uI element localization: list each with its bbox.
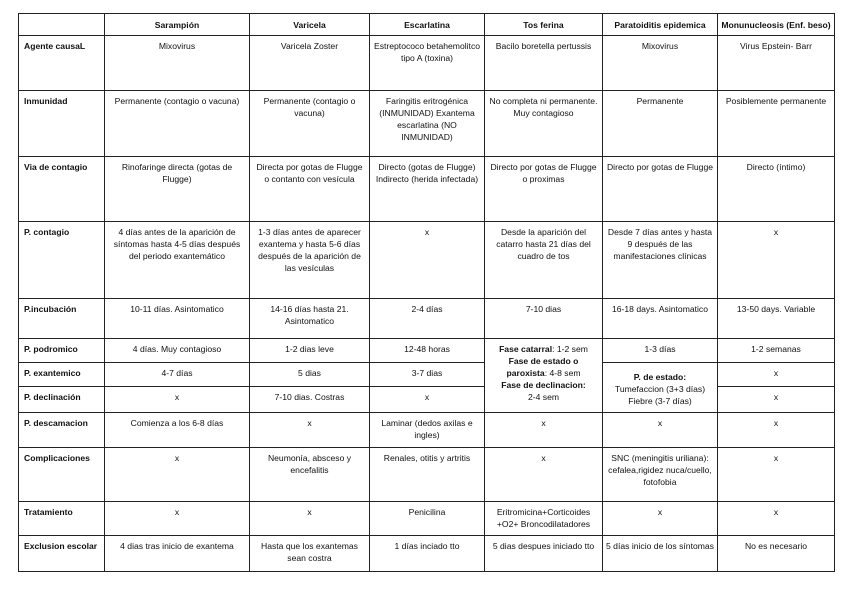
table-cell: 1-2 dias leve — [250, 339, 370, 363]
fase-declinacion-value: 2-4 sem — [527, 392, 560, 402]
table-cell: Estreptococo betahemolitco tipo A (toxina) — [370, 36, 485, 91]
row-label: Tratamiento — [19, 502, 105, 536]
table-row-complicaciones — [19, 448, 835, 502]
table-row-p-contagio — [19, 222, 835, 299]
table-row-via-contagio — [19, 157, 835, 222]
table-row-inmunidad — [19, 91, 835, 157]
p-estado-line2: Fiebre (3-7 días) — [628, 395, 692, 406]
table-cell: x — [603, 502, 718, 536]
table-cell: Comienza a los 6-8 días — [105, 413, 250, 448]
table-cell: 10-11 días. Asintomatico — [105, 299, 250, 339]
row-label: Complicaciones — [19, 448, 105, 502]
table-cell: 1-2 semanas — [718, 339, 835, 363]
table-cell: x — [718, 502, 835, 536]
table-cell: 5 dias despues iniciado tto — [485, 536, 603, 572]
table-cell: Penicilina — [370, 502, 485, 536]
fase-catarral-value: : 1-2 sem — [552, 344, 588, 354]
tos-ferina-fases-cell — [485, 339, 603, 413]
fase-estado-value: : 4-8 sem — [544, 368, 581, 378]
table-cell: 7-10 dias. Costras — [250, 387, 370, 413]
table-cell: Faringitis eritrogénica (INMUNIDAD) Exantema escarlatina (NO INMUNIDAD) — [370, 91, 485, 157]
p-estado-label: P. de estado: — [633, 371, 687, 382]
table-cell: 1 días inciado tto — [370, 536, 485, 572]
table-cell: Directo (íntimo) — [718, 157, 835, 222]
table-cell: x — [105, 448, 250, 502]
table-cell: 4 días. Muy contagioso — [105, 339, 250, 363]
table-cell: Directo (gotas de Flugge) Indirecto (herida infectada) — [370, 157, 485, 222]
table-cell: 2-4 días — [370, 299, 485, 339]
row-label: P.incubación — [19, 299, 105, 339]
col-header-escarlatina: Escarlatina — [370, 14, 485, 36]
table-cell: Directo por gotas de Flugge — [603, 157, 718, 222]
table-cell: No completa ni permanente. Muy contagioso — [485, 91, 603, 157]
row-label: P. exantemico — [19, 363, 105, 387]
paratoiditis-estado-cell — [603, 363, 718, 413]
row-label: P. podromico — [19, 339, 105, 363]
table-cell: Permanente — [603, 91, 718, 157]
table-cell: x — [105, 387, 250, 413]
table-cell: 5 dias — [250, 363, 370, 387]
table-cell: Varicela Zoster — [250, 36, 370, 91]
table-row-exantemico — [19, 363, 835, 387]
table-cell: Laminar (dedos axilas e ingles) — [370, 413, 485, 448]
table-cell: Neumonía, absceso y encefalitis — [250, 448, 370, 502]
col-header-paratoiditis: Paratoiditis epidemica — [603, 14, 718, 36]
table-cell: SNC (meningitis uriliana): cefalea,rigidez nuca/cuello, fotofobia — [603, 448, 718, 502]
table-row-podromico — [19, 339, 835, 363]
table-cell: x — [485, 448, 603, 502]
col-header-varicela: Varicela — [250, 14, 370, 36]
table-cell: x — [718, 387, 835, 413]
row-label: P. declinación — [19, 387, 105, 413]
header-row — [19, 14, 835, 36]
table-cell: Hasta que los exantemas sean costra — [250, 536, 370, 572]
fase-declinacion-label: Fase de declinacion: — [501, 380, 586, 390]
fase-estado-label: Fase de estado o paroxista — [506, 356, 579, 378]
row-label: Inmunidad — [19, 91, 105, 157]
table-cell: Renales, otitis y artritis — [370, 448, 485, 502]
table-cell: Desde la aparición del catarro hasta 21 días del cuadro de tos — [485, 222, 603, 299]
disease-comparison-table — [18, 13, 835, 572]
table-cell: x — [250, 502, 370, 536]
table-cell: 1-3 días antes de aparecer exantema y hasta 5-6 días después de la aparición de las vesículas — [250, 222, 370, 299]
table-cell: 4 días antes de la aparición de síntomas hasta 4-5 días después del periodo exantemático — [105, 222, 250, 299]
table-cell: 1-3 días — [603, 339, 718, 363]
row-label: Via de contagio — [19, 157, 105, 222]
table-cell: Virus Epstein- Barr — [718, 36, 835, 91]
table-cell: Permanente (contagio o vacuna) — [250, 91, 370, 157]
col-header-mononucleosis: Monunucleosis (Enf. beso) — [718, 14, 835, 36]
table-cell: x — [603, 413, 718, 448]
table-cell: 4-7 días — [105, 363, 250, 387]
table-row-exclusion — [19, 536, 835, 572]
table-cell: x — [718, 448, 835, 502]
corner-cell — [19, 14, 105, 36]
table-cell: x — [370, 222, 485, 299]
table-cell: Posiblemente permanente — [718, 91, 835, 157]
table-cell: 14-16 días hasta 21. Asintomatico — [250, 299, 370, 339]
col-header-sarampion: Sarampión — [105, 14, 250, 36]
table-cell: Permanente (contagio o vacuna) — [105, 91, 250, 157]
table-cell: 13-50 days. Variable — [718, 299, 835, 339]
table-cell: Directo por gotas de Flugge o proximas — [485, 157, 603, 222]
table-cell: x — [250, 413, 370, 448]
table-cell: 12-48 horas — [370, 339, 485, 363]
row-label: Exclusion escolar — [19, 536, 105, 572]
table-cell: Directa por gotas de Flugge o contanto con vesícula — [250, 157, 370, 222]
table-cell: Desde 7 días antes y hasta 9 después de las manifestaciones clínicas — [603, 222, 718, 299]
table-row-tratamiento — [19, 502, 835, 536]
row-label: P. contagio — [19, 222, 105, 299]
table-cell: 5 días inicio de los síntomas — [603, 536, 718, 572]
table-cell: 4 dias tras inicio de exantema — [105, 536, 250, 572]
table-cell: 7-10 dias — [485, 299, 603, 339]
table-cell: Mixovirus — [105, 36, 250, 91]
table-row-incubacion — [19, 299, 835, 339]
table-cell: x — [105, 502, 250, 536]
table-cell: No es necesario — [718, 536, 835, 572]
table-row-descamacion — [19, 413, 835, 448]
table-cell: x — [718, 222, 835, 299]
table-cell: Rinofaringe directa (gotas de Flugge) — [105, 157, 250, 222]
col-header-tos-ferina: Tos ferina — [485, 14, 603, 36]
row-label: Agente causaL — [19, 36, 105, 91]
table-cell: x — [718, 363, 835, 387]
table-cell: Eritromicina+Corticoides +O2+ Broncodilatadores — [485, 502, 603, 536]
table-cell: x — [718, 413, 835, 448]
table-cell: 3-7 dias — [370, 363, 485, 387]
table-cell: Bacilo boretella pertussis — [485, 36, 603, 91]
table-cell: x — [370, 387, 485, 413]
p-estado-line1: Tumefaccion (3+3 días) — [614, 383, 706, 394]
fase-catarral-label: Fase catarral — [499, 344, 553, 354]
table-row-agente — [19, 36, 835, 91]
row-label: P. descamacion — [19, 413, 105, 448]
table-cell: x — [485, 413, 603, 448]
table-cell: Mixovirus — [603, 36, 718, 91]
table-cell: 16-18 days. Asintomatico — [603, 299, 718, 339]
